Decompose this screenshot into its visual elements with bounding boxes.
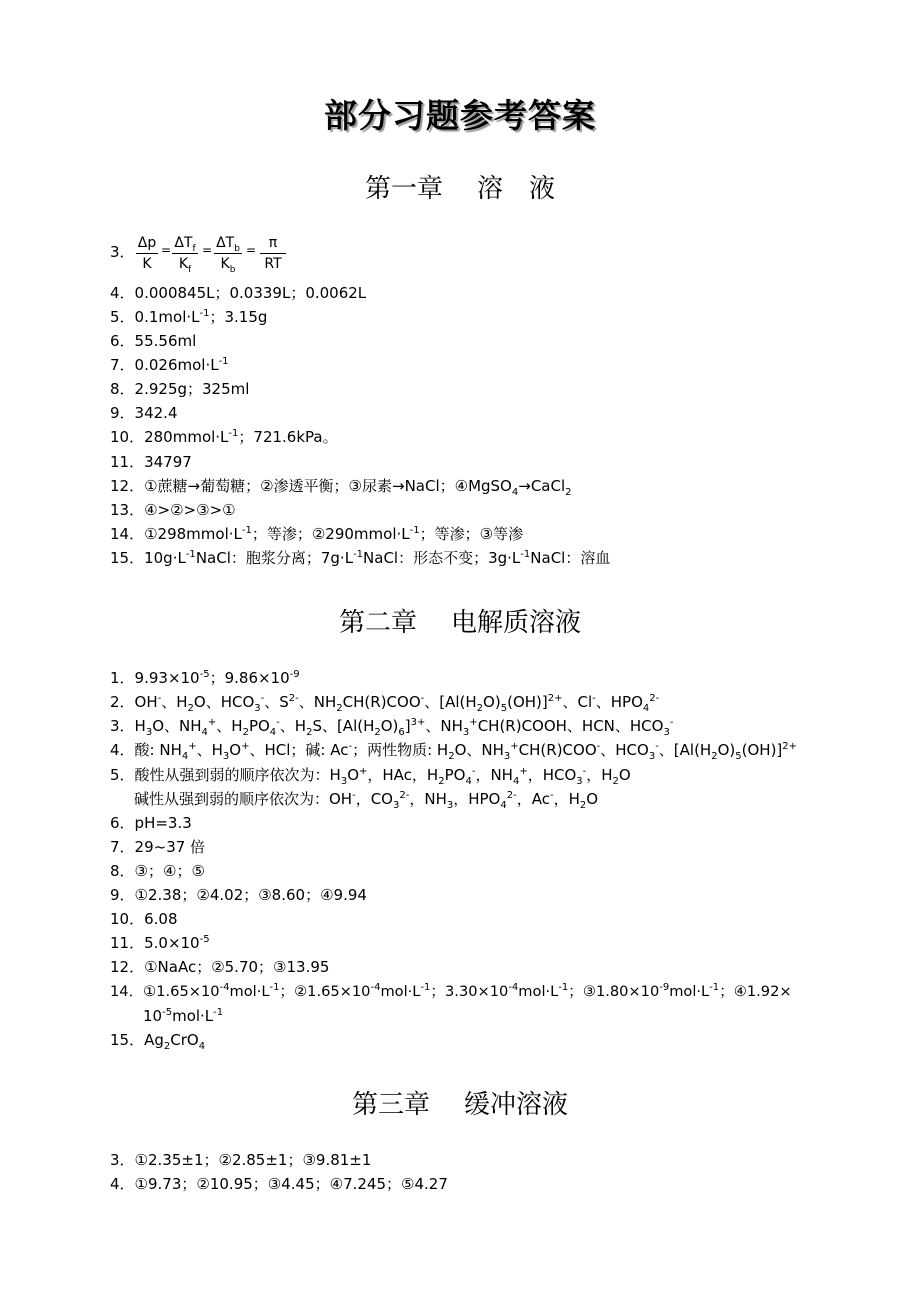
answer-2-2: 2．OH-、$H_2O$、$HCO_3^-$、$S^{2-}$、$NH_2CH(R)COO^-$、$[Al(H_2O)_5(OH)]^{2+}$、Cl-、$HPO_4^{2-}$ bbox=[110, 693, 660, 714]
equals-sign: = bbox=[161, 243, 172, 257]
answer-number: 3． bbox=[110, 243, 135, 261]
answer-2-7: 7．29~37 倍 bbox=[110, 838, 206, 856]
answer-1-11: 11．34797 bbox=[110, 453, 192, 471]
chapter-name: 缓冲溶液 bbox=[464, 1090, 569, 1120]
chapter-name: 电解质溶液 bbox=[451, 608, 582, 638]
fraction-dtf-kf bbox=[172, 234, 198, 273]
answer-2-9: 9．①2.38；②4.02；③8.60；④9.94 bbox=[110, 886, 367, 904]
answer-1-10: 10．$280mmol\cdot L^{-1}$；721.6kPa。 bbox=[110, 428, 338, 446]
answer-1-15: 15．$10g\cdot L^{-1}NaCl$：胞浆分离；$7g\cdot L^{-1}NaCl$：形态不变；$3g\cdot L^{-1}NaCl$：溶血 bbox=[110, 549, 611, 567]
subscript: b bbox=[229, 265, 236, 275]
answer-1-9: 9．342.4 bbox=[110, 404, 178, 422]
answer-2-8: 8．③；④；⑤ bbox=[110, 862, 205, 880]
chapter-2-heading bbox=[0, 602, 920, 639]
answer-2-14-cont: $10^{-5}mol\cdot L^{-1}$ bbox=[143, 1007, 224, 1025]
chapter-3-heading bbox=[0, 1084, 920, 1121]
denominator: K bbox=[178, 256, 188, 272]
answer-1-8: 8．2.925g；325ml bbox=[110, 380, 250, 398]
numerator: π bbox=[268, 235, 278, 251]
numerator: ΔT bbox=[216, 235, 235, 251]
subscript: b bbox=[234, 244, 240, 254]
subscript: f bbox=[188, 265, 192, 275]
denominator: K bbox=[142, 256, 152, 272]
answer-2-4: 4．酸: $NH_4^+$、$H_3O^+$、HCl；碱: Ac-；两性物质: $H_2O$、$NH_3^+CH(R)COO^-$、$HCO_3^-$、$[Al(H_2O)_5(OH)]^{2+}$ bbox=[110, 741, 798, 762]
fraction-dp-k bbox=[136, 234, 158, 273]
chapter-number: 第二章 bbox=[338, 608, 417, 638]
answer-1-4: 4．0.000845L；0.0339L；0.0062L bbox=[110, 284, 367, 302]
numerator: ΔT bbox=[174, 235, 193, 251]
answer-2-3: 3．$H_3O$、$NH_4^+$、$H_2PO_4^-$、$H_2S$、$[Al(H_2O)_6]^{3+}$、$NH_3^+CH(R)COOH$、HCN、$HCO_3^-$ bbox=[110, 717, 674, 738]
subscript: f bbox=[192, 244, 196, 254]
chapter-name: 溶 液 bbox=[477, 174, 556, 204]
answer-2-6: 6．pH=3.3 bbox=[110, 814, 192, 832]
answer-2-12: 12．①NaAc；②5.70；③13.95 bbox=[110, 958, 330, 976]
answer-2-14: 14．$①1.65\times 10^{-4}mol\cdot L^{-1}$；$②1.65\times 10^{-4}mol\cdot L^{-1}$；$3.30\times 10^{-4}mol\cdot L^{-1}$；$③1.80\times 10^{-9}mol\cdot L^{-1}$；④1.92× bbox=[110, 982, 792, 1000]
fraction-pi-rt bbox=[260, 234, 286, 273]
equals-sign: = bbox=[246, 243, 257, 257]
page-title: 部分习题参考答案 bbox=[324, 96, 596, 135]
answer-1-6: 6．55.56ml bbox=[110, 332, 197, 350]
denominator: K bbox=[220, 256, 230, 272]
answer-2-1: 1．$9.93\times 10^{-5}$；$9.86\times 10^{-9}$ bbox=[110, 669, 300, 687]
answer-2-5-acid: 5．酸性从强到弱的顺序依次为：$H_3O^+$，HAc，$H_2PO_4^-$，$NH_4^+$，$HCO_3^-$，$H_2O$ bbox=[110, 766, 631, 787]
chapter-number: 第三章 bbox=[351, 1090, 430, 1120]
answer-2-11: 11．$5.0\times 10^{-5}$ bbox=[110, 934, 210, 952]
denominator: RT bbox=[264, 256, 282, 272]
fraction-dtb-kb bbox=[214, 234, 242, 273]
answer-2-15: 15．$Ag_2CrO_4$ bbox=[110, 1031, 206, 1052]
chapter-number: 第一章 bbox=[364, 174, 443, 204]
answer-3-4: 4．①9.73；②10.95；③4.45；④7.245；⑤4.27 bbox=[110, 1175, 448, 1193]
answer-2-10: 10．6.08 bbox=[110, 910, 178, 928]
chapter-1-heading bbox=[0, 168, 920, 205]
equals-sign: = bbox=[202, 243, 213, 257]
answer-1-7: 7．$0.026mol\cdot L^{-1}$ bbox=[110, 356, 229, 374]
answer-1-5: 5．$0.1mol\cdot L^{-1}$；3.15g bbox=[110, 308, 268, 326]
answer-1-12: 12．①蔗糖→葡萄糖；②渗透平衡；③尿素→NaCl；④MgSO$_4$→CaCl$_2$ bbox=[110, 477, 572, 498]
numerator: Δp bbox=[137, 235, 157, 251]
answer-1-13: 13．④>②>③>① bbox=[110, 501, 236, 519]
answer-1-14: 14．$①298mmol\cdot L^{-1}$；等渗；$②290mmol\cdot L^{-1}$；等渗；③等渗 bbox=[110, 525, 524, 543]
answer-2-5-base: 碱性从强到弱的顺序依次为：OH-，$CO_3^{2-}$，$NH_3$，$HPO_4^{2-}$，Ac-，$H_2O$ bbox=[134, 790, 599, 811]
answer-3-3: 3．①2.35±1；②2.85±1；③9.81±1 bbox=[110, 1151, 372, 1169]
